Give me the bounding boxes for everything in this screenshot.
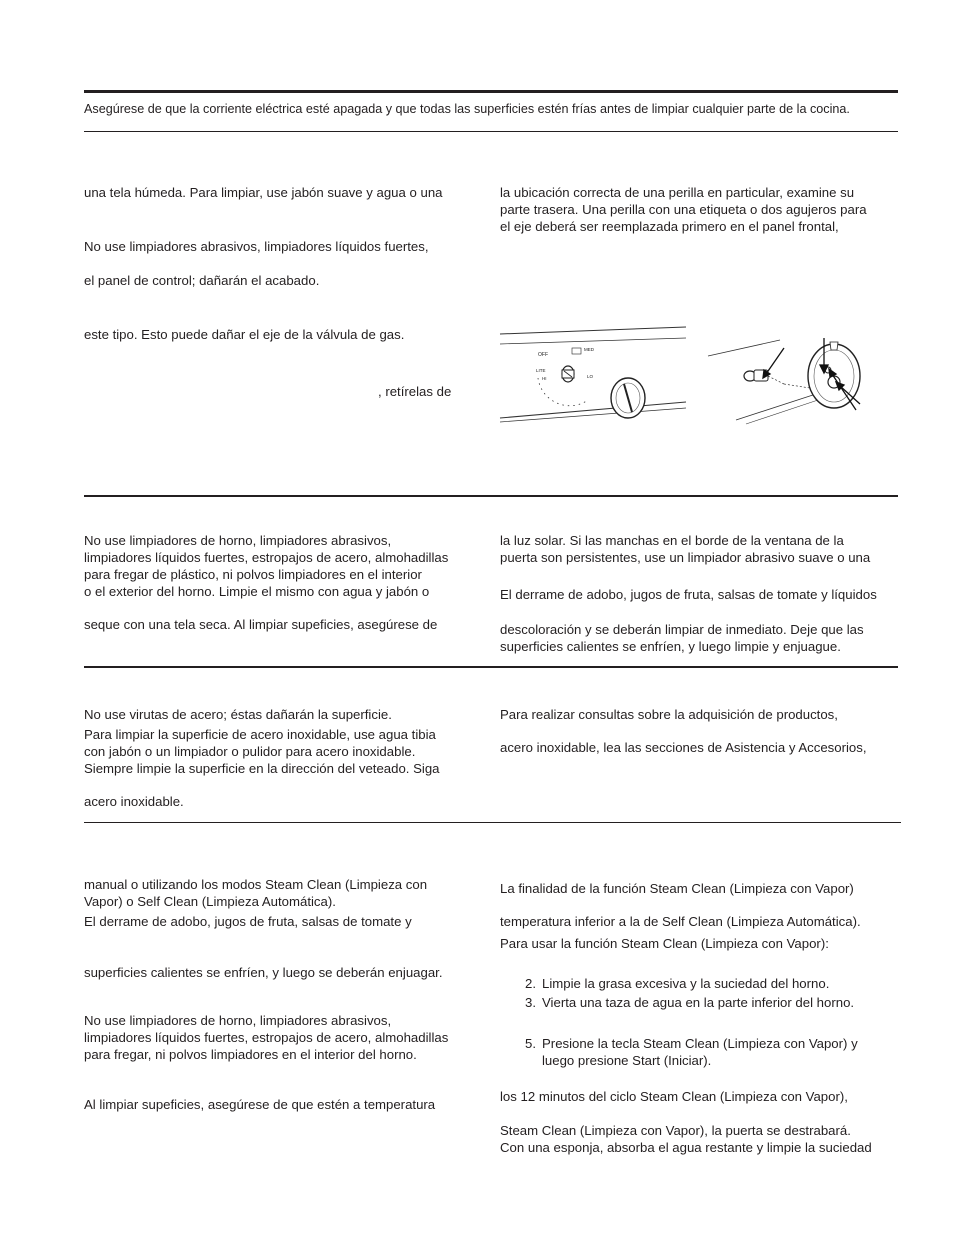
knob-icon: [611, 378, 645, 418]
s1-left-line-2: No use limpiadores abrasivos, limpiadores líquidos fuertes,: [84, 239, 429, 254]
dial-label-lo: LO: [587, 374, 594, 379]
s4-left-line-4: superficies calientes se enfríen, y luego se deberán enjuagar.: [84, 965, 443, 980]
s1-left-line-3: el panel de control; dañarán el acabado.: [84, 273, 320, 288]
s4-left-line-6: limpiadores líquidos fuertes, estropajos de acero, almohadillas: [84, 1030, 449, 1045]
section-rule-3: [84, 822, 901, 823]
s4-left-line-7: para fregar, ni polvos limpiadores en el interior del horno.: [84, 1047, 417, 1062]
s3-right-line-2: acero inoxidable, lea las secciones de Asistencia y Accesorios,: [500, 740, 867, 755]
s4-left-line-3: El derrame de adobo, jugos de fruta, salsas de tomate y: [84, 914, 412, 929]
knob-back-illustration: [706, 330, 876, 440]
control-panel-knob-illustration: [498, 322, 688, 428]
s4-right-line-6: Con una esponja, absorba el agua restante y limpie la suciedad: [500, 1140, 872, 1155]
s1-right-line-2: parte trasera. Una perilla con una etiqueta o dos agujeros para: [500, 202, 867, 217]
s2-right-line-2: puerta son persistentes, use un limpiador abrasivo suave o una: [500, 550, 871, 565]
s4-left-line-2: Vapor) o Self Clean (Limpieza Automática).: [84, 894, 336, 909]
burner-symbol-icon: [572, 348, 581, 354]
s2-left-line-3: para fregar de plástico, ni polvos limpiadores en el interior: [84, 567, 422, 582]
s1-right-line-3: el eje deberá ser reemplazada primero en el panel frontal,: [500, 219, 839, 234]
s4-right-line-4: los 12 minutos del ciclo Steam Clean (Limpieza con Vapor),: [500, 1089, 848, 1104]
step-2-text: Limpie la grasa excesiva y la suciedad del horno.: [542, 976, 830, 991]
s1-left-line-5: , retírelas de: [378, 384, 452, 399]
s2-left-line-4: o el exterior del horno. Limpie el mismo con agua y jabón o: [84, 584, 430, 599]
section-rule-1: [84, 495, 898, 497]
dial-label-lite: LITE: [536, 368, 546, 373]
s2-right-line-5: superficies calientes se enfríen, y luego limpie y enjuague.: [500, 639, 841, 654]
warning-rule: [84, 131, 898, 132]
s2-left-line-5: seque con una tela seca. Al limpiar supeficies, asegúrese de: [84, 617, 438, 632]
s2-right-line-3: El derrame de adobo, jugos de fruta, salsas de tomate y líquidos: [500, 587, 877, 602]
s4-right-line-5: Steam Clean (Limpieza con Vapor), la puerta se destrabará.: [500, 1123, 851, 1138]
s2-left-line-1: No use limpiadores de horno, limpiadores abrasivos,: [84, 533, 392, 548]
s3-left-line-3: con jabón o un limpiador o pulidor para acero inoxidable.: [84, 744, 416, 759]
s3-left-line-4: Siempre limpie la superficie en la dirección del veteado. Siga: [84, 761, 440, 776]
dial-label-med: MED: [584, 347, 594, 352]
step-3-number: 3.: [525, 995, 536, 1010]
s3-left-line-1: No use virutas de acero; éstas dañarán la superficie.: [84, 707, 392, 722]
dial-label-off: OFF: [538, 352, 548, 358]
s4-left-line-5: No use limpiadores de horno, limpiadores abrasivos,: [84, 1013, 392, 1028]
valve-stem-icon: [562, 366, 574, 382]
s1-left-line-4: este tipo. Esto puede dañar el eje de la válvula de gas.: [84, 327, 405, 342]
s3-left-line-2: Para limpiar la superficie de acero inoxidable, use agua tibia: [84, 727, 436, 742]
s3-left-line-5: acero inoxidable.: [84, 794, 184, 809]
s4-left-line-8: Al limpiar supeficies, asegúrese de que estén a temperatura: [84, 1097, 436, 1112]
s2-right-line-1: la luz solar. Si las manchas en el borde de la ventana de la: [500, 533, 844, 548]
s4-left-line-1: manual o utilizando los modos Steam Clean (Limpieza con: [84, 877, 428, 892]
s1-right-line-1: la ubicación correcta de una perilla en particular, examine su: [500, 185, 855, 200]
s4-right-line-2: temperatura inferior a la de Self Clean (Limpieza Automática).: [500, 914, 861, 929]
step-5-number: 5.: [525, 1036, 536, 1051]
dial-label-hi: HI: [542, 376, 547, 381]
step-3-text: Vierta una taza de agua en la parte inferior del horno.: [542, 995, 855, 1010]
section-rule-2: [84, 666, 898, 668]
step-2-number: 2.: [525, 976, 536, 991]
s2-right-line-4: descoloración y se deberán limpiar de inmediato. Deje que las: [500, 622, 864, 637]
s1-left-line-1: una tela húmeda. Para limpiar, use jabón suave y agua o una: [84, 185, 443, 200]
s4-right-line-1: La finalidad de la función Steam Clean (Limpieza con Vapor): [500, 881, 854, 896]
step-5-text-cont: luego presione Start (Iniciar).: [542, 1053, 712, 1068]
s2-left-line-2: limpiadores líquidos fuertes, estropajos de acero, almohadillas: [84, 550, 449, 565]
safety-warning: Asegúrese de que la corriente eléctrica esté apagada y que todas las superficies estén frías antes de limpiar cualquier parte de la cocina.: [84, 102, 850, 116]
step-5-text: Presione la tecla Steam Clean (Limpieza con Vapor) y: [542, 1036, 858, 1051]
stem-icon: [744, 370, 810, 388]
s4-right-line-3: Para usar la función Steam Clean (Limpieza con Vapor):: [500, 936, 829, 951]
s3-right-line-1: Para realizar consultas sobre la adquisición de productos,: [500, 707, 838, 722]
top-rule: [84, 90, 898, 93]
